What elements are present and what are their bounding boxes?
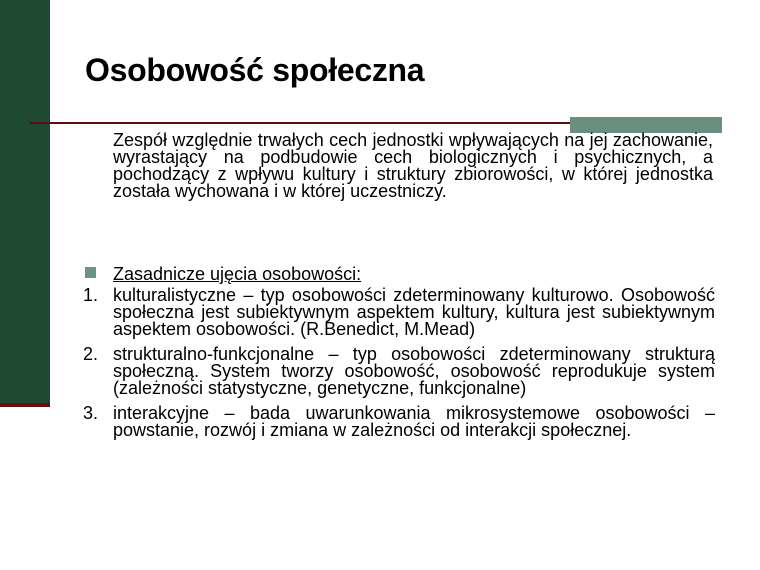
sidebar-band [0,0,50,405]
list-item-number: 1. [83,285,99,305]
square-bullet-icon [85,267,96,278]
list-item-text: kulturalistyczne – typ osobowości zdeterminowany kulturowo. Osobowość społeczna jest subiektywnym aspektem kultury, kultura jest subiektywnym aspektem osobowości. (R.Benedict, M.Mead) [113,285,715,339]
section-heading-text: Zasadnicze ujęcia osobowości: [113,264,362,284]
sidebar-band-footer [0,403,50,407]
list-item [83,405,715,439]
list-item-number: 2. [83,344,99,364]
list-item-text: strukturalno-funkcjonalne – typ osobowości zdeterminowany strukturą społeczną. System tworzy osobowość, osobowość reprodukuje system (zależności statystyczne, genetyczne, funkcjonalne) [113,344,715,398]
list-item [83,346,715,397]
approaches-list [83,287,715,447]
list-item-number: 3. [83,403,99,423]
list-item [83,287,715,338]
list-item-text: interakcyjne – bada uwarunkowania mikrosystemowe osobowości – powstanie, rozwój i zmiana w zależności od interakcji społecznej. [113,403,715,440]
definition-paragraph: Zespół względnie trwałych cech jednostki wpływających na jej zachowanie, wyrastający na podbudowie cech biologicznych i psychicznych, a pochodzący z wpływu kultury i struktury zbiorowości, w której jednostka została wychowana i w której uczestniczy. [113,130,713,201]
slide-title: Osobowość społeczna [85,52,425,88]
